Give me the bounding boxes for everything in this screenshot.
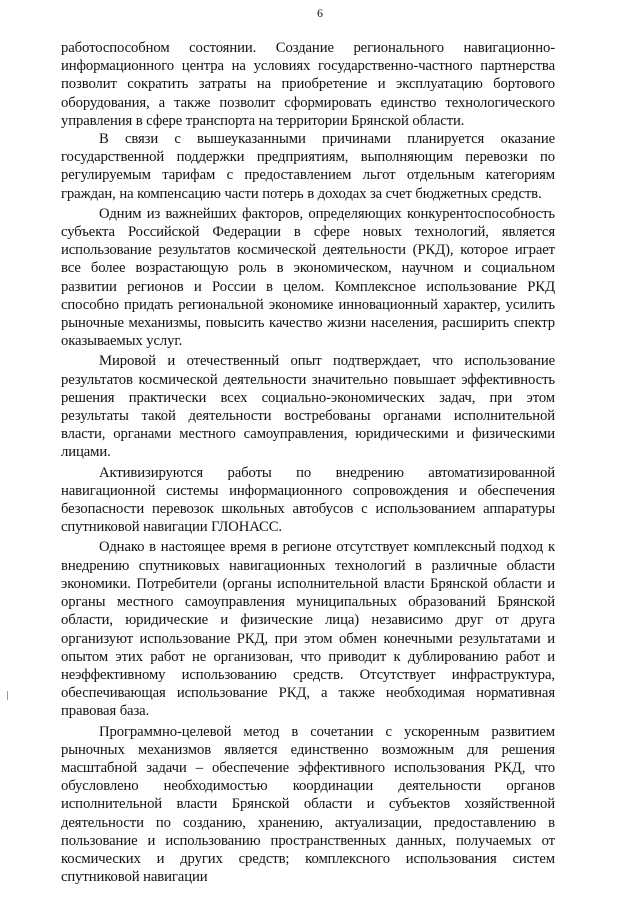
paragraph-7: Программно-целевой метод в сочетании с ускоренным развитием рыночных механизмов является единственно возможным для решения масштабной задачи – обеспечение эффективного использования РКД, что обусловлено необходимостью координации деятельности органов исполнительной власти Брянской области и субъектов хозяйственной деятельности по созданию, хранению, актуализации, предоставлению в пользование и использованию пространственных данных, получаемых от космических и других средств; комплексного использования систем спутниковой навигации	[61, 723, 555, 886]
paragraph-6: Однако в настоящее время в регионе отсутствует комплексный подход к внедрению спутниковых навигационных технологий в различные области экономики. Потребители (органы исполнительной власти Брянской области и органы местного самоуправления муниципальных образований Брянской области, юридические и физические лица) независимо друг от друга организуют использование РКД, при этом обмен конечными результатами и опытом этих работ не организован, что приводит к дублированию работ и неэффективному использованию средств. Отсутствует инфраструктура, обеспечивающая использование РКД, а также необходимая нормативная правовая база.	[61, 539, 555, 720]
paragraph-1: работоспособном состоянии. Создание регионального навигационно-информационного центра на условиях государственно-частного партнерства позволит сократить затраты на приобретение и эксплуатацию бортового оборудования, а также позволит сформировать единство технологического управления в сфере транспорта на территории Брянской области.	[61, 40, 555, 129]
paragraph-2: В связи с вышеуказанными причинами планируется оказание государственной поддержки предприятиям, выполняющим перевозки по регулируемым тарифам с предоставлением льгот отдельным категориям граждан, на компенсацию части потерь в доходах за счет бюджетных средств.	[61, 131, 555, 202]
document-body	[61, 39, 555, 886]
paragraph-4: Мировой и отечественный опыт подтверждает, что использование результатов космической деятельности значительно повышает эффективность решения практически всех социально-экономических задач, при этом результаты такой деятельности востребованы органами исполнительной власти, органами местного самоуправления, юридическими и физическими лицами.	[61, 353, 555, 461]
paragraph-3: Одним из важнейших факторов, определяющих конкурентоспособность субъекта Российской Федерации в сфере новых технологий, является использование результатов космической деятельности (РКД), которое играет все более возрастающую роль в экономическом, научном и социальном развитии регионов и России в целом. Комплексное использование РКД способно придать региональной экономике инновационный характер, усилить рыночные механизмы, повысить качество жизни населения, расширить спектр оказываемых услуг.	[61, 205, 555, 350]
margin-scan-mark	[7, 691, 8, 700]
page-number: 6	[317, 6, 323, 20]
paragraph-5: Активизируются работы по внедрению автоматизированной навигационной системы информационного сопровождения и обеспечения безопасности перевозок школьных автобусов с использованием аппаратуры спутниковой навигации ГЛОНАСС.	[61, 464, 555, 536]
